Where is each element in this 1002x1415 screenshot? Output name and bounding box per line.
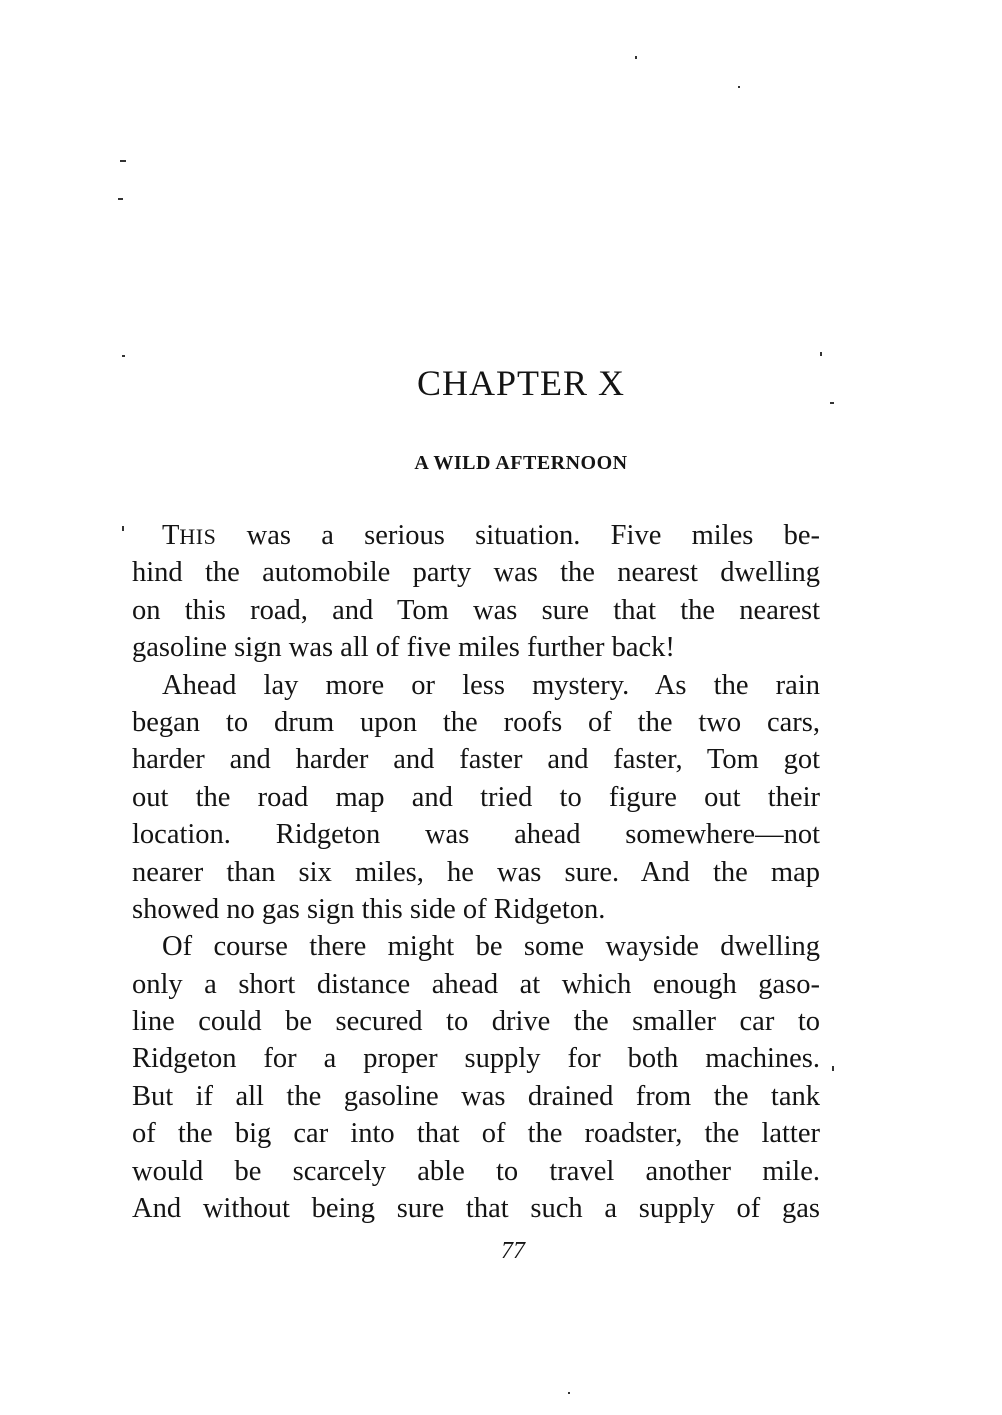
scan-speck xyxy=(118,198,123,200)
scan-speck xyxy=(635,56,637,59)
text-line: Ahead lay more or less mystery. As the rain xyxy=(162,669,820,701)
text-line: Ridgeton for a proper supply for both machines. xyxy=(132,1043,820,1075)
text-line: And without being sure that such a supply of gas xyxy=(132,1193,820,1225)
text-line: harder and harder and faster and faster, Tom got xyxy=(132,744,820,776)
first-line-rest: was a serious situation. Five miles be- xyxy=(216,520,820,551)
text-line: only a short distance ahead at which enough gaso- xyxy=(132,968,820,1000)
text-line: Of course there might be some wayside dwelling xyxy=(162,931,820,963)
body-text xyxy=(132,517,820,1227)
text-line: gasoline sign was all of five miles further back! xyxy=(132,632,675,664)
chapter-subtitle: A WILD AFTERNOON xyxy=(414,452,628,474)
scan-speck xyxy=(738,86,740,88)
scan-speck xyxy=(122,526,124,531)
text-line: nearer than six miles, he was sure. And the map xyxy=(132,856,820,888)
chapter-title: CHAPTER X xyxy=(416,363,626,403)
text-line: But if all the gasoline was drained from the tank xyxy=(132,1080,820,1112)
text-line: on this road, and Tom was sure that the nearest xyxy=(132,594,820,626)
text-line: hind the automobile party was the nearest dwelling xyxy=(132,557,820,589)
scan-speck xyxy=(832,1066,834,1071)
drop-lead-letter: T xyxy=(162,520,180,551)
small-caps-word: HIS xyxy=(179,524,217,549)
text-line: location. Ridgeton was ahead somewhere—not xyxy=(132,819,820,851)
scan-speck xyxy=(122,355,125,357)
text-line: of the big car into that of the roadster, the latter xyxy=(132,1118,820,1150)
scan-speck xyxy=(120,160,126,162)
text-line: out the road map and tried to figure out their xyxy=(132,781,820,813)
text-line xyxy=(132,517,820,554)
text-line: showed no gas sign this side of Ridgeton. xyxy=(132,893,606,925)
page-number: 77 xyxy=(501,1238,525,1264)
scan-speck xyxy=(568,1392,570,1394)
scan-speck xyxy=(830,402,834,404)
text-line: began to drum upon the roofs of the two cars, xyxy=(132,706,820,738)
scan-speck xyxy=(820,352,822,356)
text-line: line could be secured to drive the smaller car to xyxy=(132,1006,820,1038)
text-line: would be scarcely able to travel another mile. xyxy=(132,1155,820,1187)
